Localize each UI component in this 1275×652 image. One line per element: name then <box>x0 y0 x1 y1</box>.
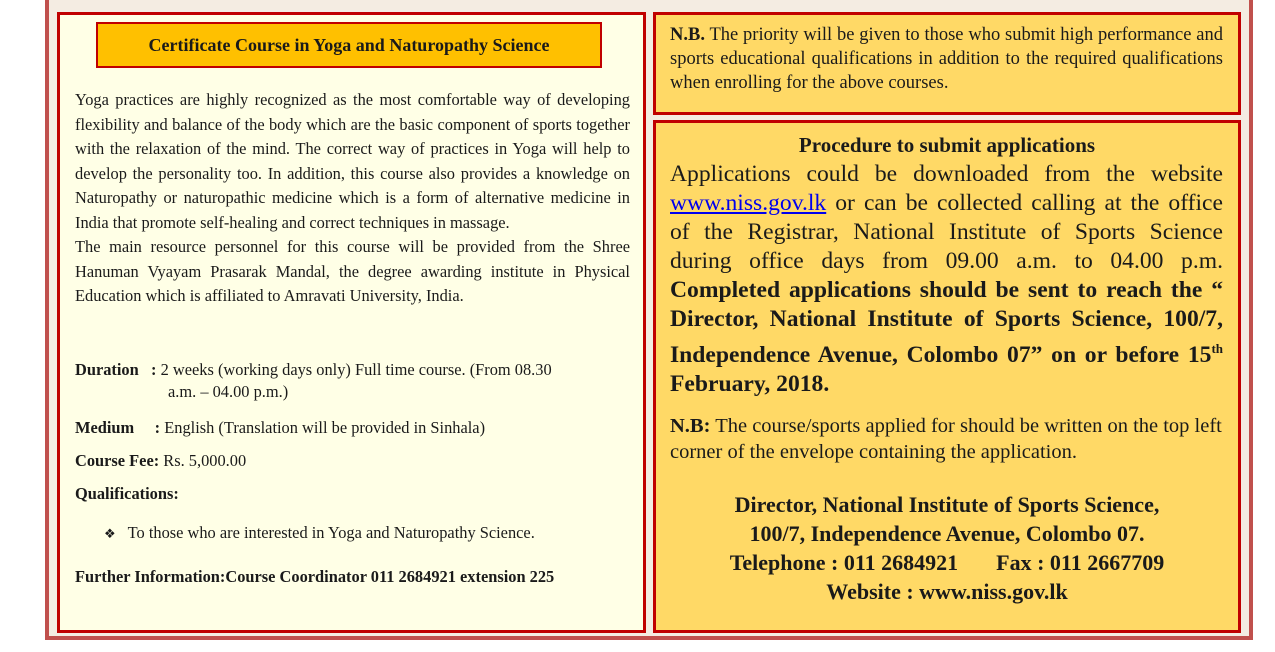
description-paragraph-2: The main resource personnel for this course will be provided from the Shree Hanuman Vyayam Prasarak Mandal, the degree awarding institute in Physical Education which is affiliated to Amravati University, India. <box>75 237 630 305</box>
contact-website: Website : www.niss.gov.lk <box>826 579 1068 604</box>
envelope-note-text: The course/sports applied for should be written on the top left corner of the envelope containing the application. <box>670 415 1222 463</box>
envelope-note-label: N.B: <box>670 415 711 437</box>
priority-note-label: N.B. <box>670 25 705 45</box>
description-paragraph-1: Yoga practices are highly recognized as the most comfortable way of developing flexibility and balance of the body which are the basic component of sports together with the relaxation of the mind. The correct way of practices in Yoga will help to develop the personality too. In addition, this course also provides a knowledge on Naturopathy or naturopathic medicine which is a form of alternative medicine in India that promote self-healing and correct techniques in massage. <box>75 90 630 232</box>
diamond-bullet-icon: ❖ <box>104 527 116 542</box>
envelope-note <box>670 413 1223 465</box>
contact-phone-fax <box>653 548 1241 577</box>
submission-text-1: Completed applications should be sent to reach the “ Director, National Institute of Sports Science, 100/7, Independence Avenue, Colombo 07” on or before 15 <box>670 277 1223 368</box>
duration-value-continued: a.m. – 04.00 p.m.) <box>168 382 289 401</box>
duration-row <box>75 358 552 382</box>
qualifications-heading <box>75 482 179 506</box>
date-ordinal-suffix: th <box>1211 341 1223 356</box>
course-fee-value: Rs. 5,000.00 <box>159 451 247 470</box>
duration-label: Duration : <box>75 360 157 379</box>
course-title <box>96 22 602 68</box>
course-fee-row <box>75 449 246 473</box>
priority-note <box>670 23 1223 95</box>
contact-fax: Fax : 011 2667709 <box>996 550 1165 575</box>
medium-row <box>75 416 485 440</box>
course-title-text: Certificate Course in Yoga and Naturopathy Science <box>148 34 550 55</box>
contact-address: 100/7, Independence Avenue, Colombo 07. <box>749 521 1145 546</box>
submission-instructions <box>670 277 1223 397</box>
procedure-text-part-1: Applications could be downloaded from the website <box>670 161 1223 187</box>
priority-note-text: The priority will be given to those who submit high performance and sports educational qualifications in addition to the required qualifications when enrolling for the above courses. <box>670 25 1223 93</box>
further-information: Further Information:Course Coordinator 011 2684921 extension 225 <box>75 567 555 586</box>
course-fee-label: Course Fee: <box>75 451 160 470</box>
qualifications-label: Qualifications: <box>75 484 179 503</box>
procedure-title: Procedure to submit applications <box>798 133 1096 157</box>
qualification-item <box>104 523 535 543</box>
procedure-text-part-2: or can be collected calling at the office of the Registrar, National Institute of Sports Science during office days from 09.00 a.m. to 04.00 p.m. <box>670 190 1223 274</box>
qualification-item-text: To those who are interested in Yoga and Naturopathy Science. <box>127 523 535 542</box>
website-link[interactable]: www.niss.gov.lk <box>670 190 827 216</box>
duration-value: 2 weeks (working days only) Full time course. (From 08.30 <box>156 360 552 379</box>
submission-text-2: February, 2018. <box>670 370 830 397</box>
procedure-text <box>670 160 1223 399</box>
medium-value: English (Translation will be provided in Sinhala) <box>160 418 486 437</box>
course-description <box>75 88 630 309</box>
medium-label: Medium : <box>75 418 161 437</box>
contact-director: Director, National Institute of Sports Science, <box>734 492 1160 517</box>
contact-telephone: Telephone : 011 2684921 <box>729 550 959 575</box>
